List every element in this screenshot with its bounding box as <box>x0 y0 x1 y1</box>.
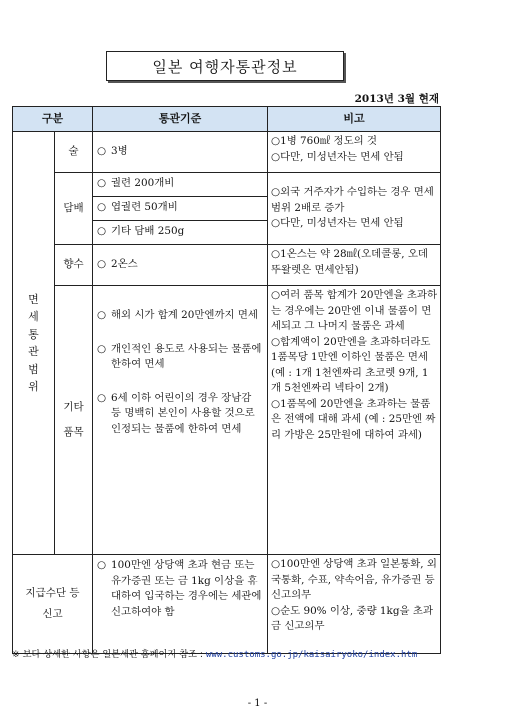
customs-table <box>12 106 441 654</box>
other-notes <box>268 286 441 555</box>
document-title-text: 일본 여행자통관정보 <box>152 57 298 76</box>
exemption-char: 관 <box>28 345 39 358</box>
bullet: ○ <box>97 342 107 355</box>
bullet: ○ <box>97 391 107 404</box>
tobacco-criteria-text: 기타 담배 250g <box>111 225 185 237</box>
header-criteria: 통관기준 <box>93 107 268 132</box>
row-other <box>13 286 441 555</box>
note-line: ○합계액이 20만엔을 초과하더라도 1품목당 1만엔 이하인 물품은 면세(예 : 1개 1천엔짜리 초코렛 9개, 1개 5천엔짜리 넥타이 2개) <box>271 335 431 394</box>
exemption-char: 통 <box>28 327 39 341</box>
note-line: ○1품목에 20만엔을 초과하는 물품은 전액에 대해 과세 (예 : 25만엔 짜리 가방은 25만원에 대하여 과세) <box>271 397 436 441</box>
liquor-criteria-text: 3병 <box>111 145 128 158</box>
header-notes: 비고 <box>268 107 441 132</box>
bullet: ○ <box>97 225 107 237</box>
payment-notes <box>268 555 441 654</box>
other-criteria-text: 개인적인 용도로 사용되는 물품에 한하여 면세 <box>111 342 262 370</box>
perfume-notes <box>268 245 441 286</box>
bullet: ○ <box>97 201 107 213</box>
note-line: ○순도 90% 이상, 중량 1kg을 초과 금 신고의무 <box>271 604 433 632</box>
payment-label <box>13 555 93 654</box>
tobacco-criteria-3 <box>93 221 268 245</box>
other-label <box>55 286 93 555</box>
note-line: ○1온스는 약 28㎖(오데콜롱, 오데뚜왈렛은 면세안됨) <box>271 248 428 276</box>
exemption-char: 범 <box>28 362 39 376</box>
tobacco-criteria-text: 궐련 200개비 <box>111 177 175 189</box>
tobacco-criteria-1 <box>93 173 268 197</box>
other-label-line: 기타 <box>63 400 84 413</box>
bullet: ○ <box>97 309 107 321</box>
perfume-criteria-text: 2온스 <box>111 258 138 271</box>
payment-label-line: 지급수단 등 <box>25 586 80 599</box>
exemption-char: 면 <box>28 292 39 306</box>
liquor-criteria <box>93 132 268 173</box>
other-label-line: 품목 <box>63 426 84 438</box>
bullet: ○ <box>97 145 107 158</box>
tobacco-criteria-text: 엽궐련 50개비 <box>111 201 178 213</box>
footer-note <box>12 646 417 660</box>
row-liquor <box>13 132 441 173</box>
other-criteria-text: 해외 시가 합계 20만엔까지 면세 <box>111 309 258 321</box>
tobacco-notes <box>268 173 441 245</box>
document-title <box>106 51 344 81</box>
footer-prefix: ※ 보다 상세한 사항은 일본세관 홈페이지 참조 : <box>12 649 206 660</box>
note-line: ○다만, 미성년자는 면세 안됨 <box>271 217 404 230</box>
header-category: 구분 <box>13 107 93 132</box>
header-row <box>13 107 441 132</box>
row-payment <box>13 555 441 654</box>
row-perfume <box>13 245 441 286</box>
note-line: ○다만, 미성년자는 면세 안됨 <box>271 150 404 163</box>
payment-label-line: 신고 <box>42 608 63 620</box>
other-criteria-text: 6세 이하 어린이의 경우 장남감 등 명백히 본인이 사용할 것으로 인정되는 물품에 한하여 면세 <box>111 391 255 435</box>
page-number: - 1 - <box>247 698 268 709</box>
payment-criteria <box>93 555 268 654</box>
row-tobacco-1 <box>13 173 441 197</box>
liquor-label: 술 <box>55 132 93 173</box>
bullet: ○ <box>97 258 107 271</box>
perfume-label: 향수 <box>55 245 93 286</box>
other-criteria <box>93 286 268 555</box>
bullet: ○ <box>97 559 107 571</box>
note-line: ○여러 품목 합계가 20만엔을 초과하는 경우에는 20만엔 이내 물품이 면세되고 그 나머지 물품은 과세 <box>271 289 437 332</box>
customs-url-link[interactable]: www.customs.go.jp/kaisairyoko/index.htm <box>205 650 418 660</box>
payment-criteria-text: 100만엔 상당액 초과 현금 또는 유가증권 또는 금 1kg 이상을 휴대하여 입국하는 경우에는 세관에 신고하여야 함 <box>111 559 262 618</box>
note-line: ○1병 760㎖ 정도의 것 <box>271 135 378 147</box>
perfume-criteria <box>93 245 268 286</box>
liquor-notes <box>268 132 441 173</box>
bullet: ○ <box>97 177 107 189</box>
exemption-char: 세 <box>28 310 39 323</box>
date-label: 2013년 3월 현재 <box>354 93 439 105</box>
tobacco-label: 담배 <box>55 173 93 245</box>
note-line: ○외국 거주자가 수입하는 경우 면세범위 2배로 증가 <box>271 186 434 214</box>
note-line: ○100만엔 상당액 초과 일본통화, 외국통화, 수표, 약속어음, 유가증권 등 신고의무 <box>271 558 437 601</box>
exemption-char: 위 <box>28 380 39 393</box>
exemption-label <box>13 132 55 555</box>
tobacco-criteria-2 <box>93 197 268 221</box>
